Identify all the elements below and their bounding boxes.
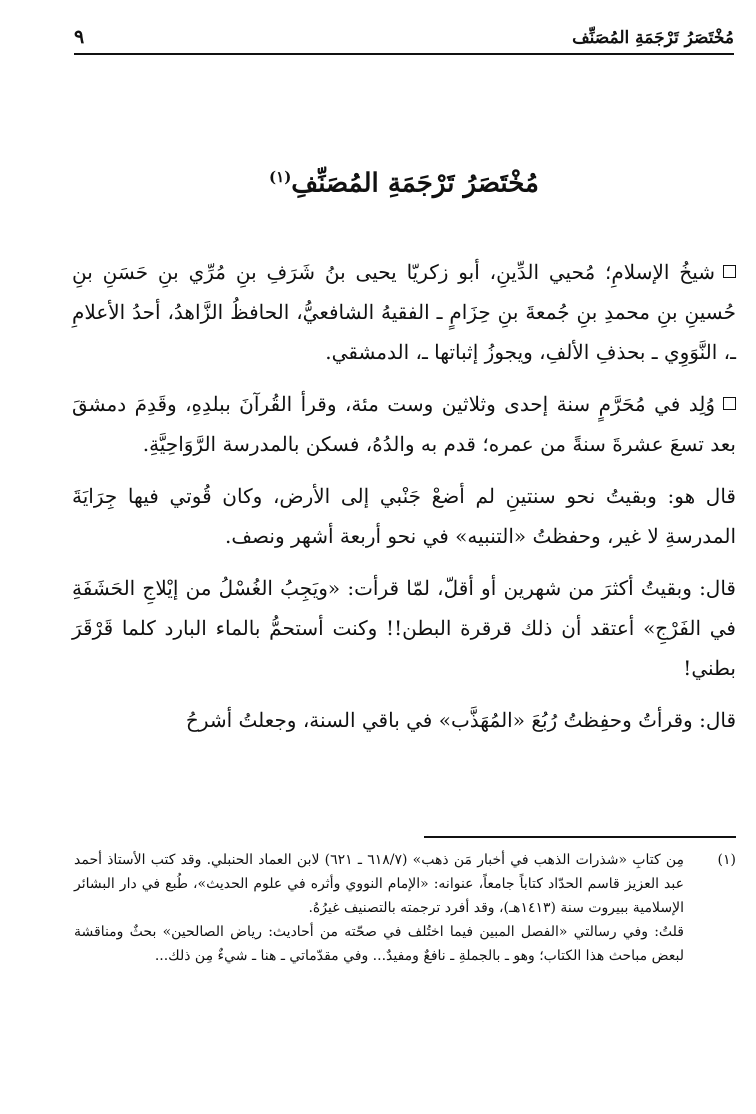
chapter-title	[74, 168, 734, 199]
paragraph-text: قال هو: وبقيتُ نحو سنتينِ لم أضعْ جَنْبي إلى الأرض، وكان قُوتي فيها جِرَايَةَ المدرسةِ لا غير، وحفظتُ «التنبيه» في نحو أربعة أشهر ونصف.	[72, 484, 736, 548]
running-title: مُخْتَصَرُ تَرْجَمَةِ المُصَنِّف	[572, 28, 734, 48]
footnote-body	[74, 848, 684, 968]
paragraph	[72, 568, 736, 688]
page-number: ٩	[74, 26, 85, 48]
square-bullet-icon	[723, 397, 736, 410]
paragraph-text: قال: وبقيتُ أكثرَ من شهرين أو أقلّ، لمّا قرأت: «ويَجِبُ الغُسْلُ من إيْلاجِ الحَشَفَةِ في الفَرْجِ» أعتقد أن ذلك قرقرة البطن!! وكنت أستحمُّ بالماء البارد كلما قَرْقَرَ بطني!	[72, 576, 736, 680]
footnote-text: قلتُ: وفي رسالتي «الفصل المبين فيما اختُلف في صحّته من أحاديث: رياض الصالحين» بحثٌ ومناقشة لبعض مباحث هذا الكتاب؛ وهو ـ بالجملةِ ـ نافعٌ ومفيدٌ... وفي مقدّماتي ـ هنا ـ شيءٌ مِن ذلك...	[74, 924, 684, 964]
running-header	[74, 18, 734, 48]
paragraph	[72, 476, 736, 556]
square-bullet-icon	[723, 265, 736, 278]
paragraph	[72, 252, 736, 372]
header-rule	[74, 53, 734, 55]
footnote-number: (١)	[717, 852, 736, 868]
paragraph-text: قال: وقرأتُ وحفِظتُ رُبُعَ «المُهَذَّب» في باقي السنة، وجعلتُ أشرحُ	[185, 708, 736, 732]
footnote-reference: (١)	[269, 168, 292, 186]
main-text	[72, 252, 736, 740]
paragraph-text: شيخُ الإسلامِ؛ مُحيي الدِّينِ، أبو زكريّا يحيى بنُ شَرَفِ بنِ مُرِّي بنِ حَسَنِ بنِ حُسينِ بنِ محمدِ بنِ جُمعةَ بنِ حِزَامٍ ـ الفقيهُ الشافعيُّ، الحافظُ الزَّاهدُ، أحدُ الأعلامِ ـ، النَّوَوِي ـ بحذفِ الألفِ، ويجوزُ إثباتها ـ، الدمشقي.	[72, 260, 736, 364]
paragraph-text: وُلِد في مُحَرَّمٍ سنة إحدى وثلاثين وست مئة، وقرأ القُرآنَ ببلدِهِ، وقَدِمَ دمشقَ بعد تسعَ عشرةَ سنةً من عمره؛ قدم به والدُهُ، فسكن بالمدرسة الرَّوَاحِيَّةِ.	[72, 392, 736, 456]
paragraph	[72, 384, 736, 464]
footnotes	[74, 848, 736, 968]
footnote-text: مِن كتابِ «شذرات الذهب في أخبار مَن ذهب» (٦١٨/٧ ـ ٦٢١) لابن العماد الحنبلي. وقد كتب الأستاذ أحمد عبد العزيز قاسم الحدّاد كتاباً جامعاً، عنوانه: «الإمام النووي وأثره في علوم الحديث»، طُبع في دار البشائر الإسلامية ببيروت سنة (١٤١٣هـ)، وقد أفرد ترجمته بالتصنيف غيرُهُ.	[74, 852, 684, 916]
paragraph	[72, 700, 736, 740]
chapter-title-text: مُخْتَصَرُ تَرْجَمَةِ المُصَنِّفِ	[291, 168, 539, 199]
footnote-separator	[424, 836, 736, 838]
footnote	[74, 848, 736, 968]
